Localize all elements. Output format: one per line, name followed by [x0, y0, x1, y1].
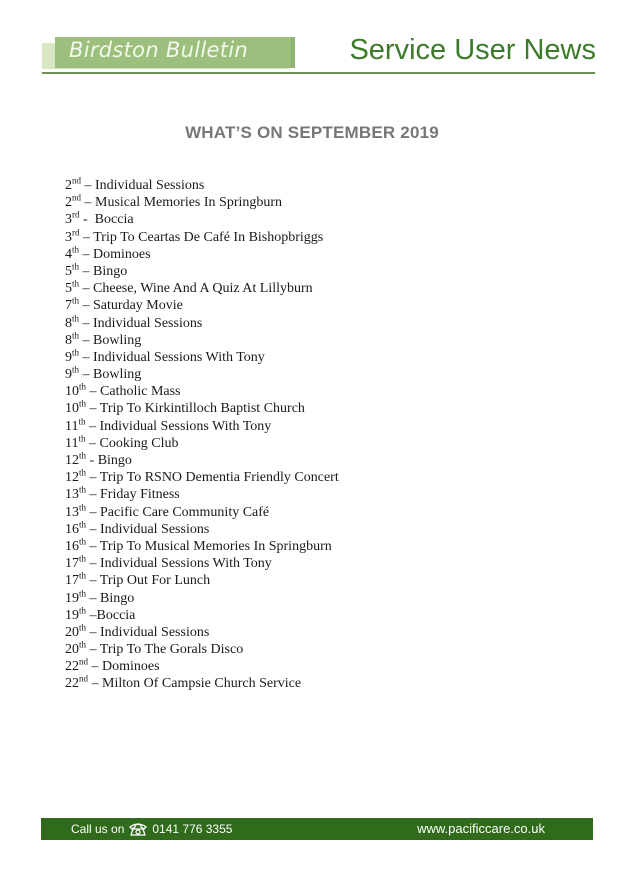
event-separator: – [81, 195, 95, 211]
event-day: 5 [65, 281, 72, 297]
event-day: 16 [65, 538, 79, 554]
events-list [65, 177, 339, 693]
event-text: Trip To RSNO Dementia Friendly Concert [99, 470, 339, 486]
event-item [65, 486, 339, 503]
event-item [65, 226, 339, 246]
event-day: 8 [65, 315, 72, 331]
event-separator: – [79, 349, 94, 365]
event-item [65, 349, 339, 366]
event-item [65, 280, 339, 297]
event-item [65, 501, 339, 521]
event-separator: – [79, 367, 94, 383]
event-day: 22 [65, 659, 79, 675]
event-day: 11 [65, 435, 79, 451]
event-day: 17 [65, 556, 79, 572]
event-day-suffix: th [79, 381, 87, 392]
event-day: 10 [65, 384, 79, 400]
event-day-suffix: th [72, 295, 80, 306]
event-text: Individual Sessions [93, 315, 203, 331]
event-item [65, 435, 339, 452]
event-item [65, 521, 339, 538]
event-separator: – [79, 229, 94, 245]
website-link[interactable]: www.pacificcare.co.uk [417, 821, 545, 836]
event-day-suffix: th [78, 433, 86, 444]
event-text: Individual Sessions With Tony [99, 418, 272, 434]
event-day: 17 [65, 573, 79, 589]
event-day-suffix: th [79, 450, 87, 461]
event-day-suffix: nd [72, 175, 81, 186]
event-day: 8 [65, 332, 72, 348]
event-separator: – [79, 263, 94, 279]
event-day: 9 [65, 349, 72, 365]
event-day-suffix: th [72, 244, 80, 255]
event-day: 19 [65, 590, 79, 606]
event-item [65, 312, 339, 332]
event-text: Bowling [93, 367, 142, 383]
event-separator: – [81, 178, 95, 193]
event-separator: – [86, 521, 101, 537]
event-text: Trip To Musical Memories In Springburn [99, 538, 332, 554]
event-day: 16 [65, 521, 79, 537]
event-day-suffix: th [79, 622, 87, 633]
event-text: Cooking Club [99, 435, 179, 451]
event-item [65, 538, 339, 555]
event-item [65, 607, 339, 624]
event-item [65, 658, 339, 675]
event-text: Individual Sessions With Tony [93, 349, 265, 365]
event-day: 13 [65, 504, 79, 520]
event-day-suffix: nd [79, 656, 88, 667]
event-item [65, 400, 339, 417]
event-text: Individual Sessions With Tony [100, 556, 272, 572]
telephone-icon [128, 822, 148, 836]
event-text: Saturday Movie [93, 298, 183, 314]
call-label: Call us on [71, 822, 125, 836]
event-separator: – [86, 401, 100, 417]
event-day-suffix: th [72, 312, 80, 323]
event-day: 7 [65, 298, 72, 314]
event-text: Bowling [93, 332, 142, 348]
page-heading: WHAT’S ON SEPTEMBER 2019 [185, 123, 439, 142]
event-text: Trip To The Gorals Disco [99, 642, 244, 658]
event-day: 20 [65, 624, 79, 640]
call-info [71, 822, 232, 836]
event-item [65, 177, 339, 194]
event-text: Individual Sessions [100, 521, 210, 537]
event-day: 2 [65, 195, 72, 211]
event-day: 12 [65, 453, 79, 468]
event-separator: – [85, 418, 100, 434]
event-day: 3 [65, 212, 72, 228]
event-item [65, 211, 339, 228]
event-item [65, 383, 339, 400]
header-divider [42, 72, 595, 74]
event-separator: – [86, 538, 100, 554]
event-text: Bingo [100, 590, 135, 606]
event-day: 19 [65, 607, 79, 623]
event-item [65, 572, 339, 589]
event-text: Milton Of Campsie Church Service [102, 676, 302, 692]
event-day-suffix: th [72, 364, 80, 375]
event-item [65, 624, 339, 641]
event-day: 3 [65, 229, 72, 245]
event-text: Dominoes [93, 246, 151, 262]
event-item [65, 415, 339, 435]
phone-number[interactable]: 0141 776 3355 [152, 822, 233, 836]
event-item [65, 366, 339, 383]
event-day: 10 [65, 401, 79, 417]
event-item [65, 297, 339, 314]
event-item [65, 641, 339, 658]
event-day-suffix: th [79, 519, 87, 530]
event-item [65, 246, 339, 263]
event-text: Friday Fitness [100, 487, 180, 503]
event-day: 9 [65, 367, 72, 383]
event-separator: – [79, 315, 94, 331]
event-item [65, 469, 339, 486]
event-text: Cheese, Wine And A Quiz At Lillyburn [93, 281, 313, 297]
event-separator: – [86, 607, 97, 623]
event-day: 5 [65, 263, 72, 279]
event-item [65, 194, 339, 211]
footer-bar [41, 818, 593, 840]
event-day: 13 [65, 487, 79, 503]
event-separator: – [86, 487, 101, 503]
event-item [65, 332, 339, 349]
event-text: Trip To Kirkintilloch Baptist Church [99, 401, 305, 417]
event-separator: – [86, 556, 101, 572]
event-separator: – [86, 470, 100, 486]
event-day-suffix: rd [72, 226, 80, 237]
event-item [65, 555, 339, 572]
event-separator: – [88, 676, 102, 692]
event-separator: – [86, 384, 101, 400]
event-separator: – [79, 298, 94, 314]
event-day-suffix: nd [72, 192, 81, 203]
event-separator: - [79, 212, 95, 228]
event-day: 2 [65, 178, 72, 193]
event-day-suffix: th [79, 501, 87, 512]
event-separator: – [86, 504, 101, 520]
event-text: Dominoes [102, 659, 160, 675]
event-day-suffix: th [72, 278, 80, 289]
event-separator: – [86, 573, 100, 589]
event-day: 12 [65, 470, 79, 486]
event-day-suffix: th [72, 261, 80, 272]
event-separator: – [88, 659, 102, 675]
event-day-suffix: th [79, 398, 87, 409]
event-text: Boccia [94, 212, 134, 228]
event-text: Trip Out For Lunch [99, 573, 211, 589]
event-text: Pacific Care Community Café [100, 504, 270, 520]
event-day-suffix: th [79, 639, 87, 650]
event-day-suffix: rd [72, 209, 80, 220]
event-text: Boccia [96, 607, 136, 623]
event-item [65, 263, 339, 280]
event-day-suffix: nd [79, 673, 88, 684]
event-separator: – [86, 590, 101, 606]
event-day-suffix: th [79, 570, 87, 581]
event-separator: – [86, 624, 101, 640]
event-day: 20 [65, 642, 79, 658]
event-separator: - [86, 453, 98, 468]
event-day-suffix: th [72, 347, 80, 358]
event-text: Musical Memories In Springburn [95, 195, 283, 211]
event-separator: – [79, 332, 94, 348]
event-day-suffix: th [79, 605, 87, 616]
event-day: 4 [65, 246, 72, 262]
event-day-suffix: th [79, 587, 87, 598]
event-day-suffix: th [72, 330, 80, 341]
event-item [65, 452, 339, 469]
event-day-suffix: th [78, 415, 86, 426]
event-separator: – [79, 246, 94, 262]
event-text: Catholic Mass [100, 384, 181, 400]
event-text: Bingo [97, 453, 132, 468]
event-text: Bingo [93, 263, 128, 279]
event-item [65, 587, 339, 607]
event-day-suffix: th [79, 553, 87, 564]
event-day: 22 [65, 676, 79, 692]
event-separator: – [86, 642, 100, 658]
event-day: 11 [65, 418, 79, 434]
event-day-suffix: th [79, 484, 87, 495]
bulletin-title: Birdston Bulletin [69, 38, 248, 62]
event-text: Individual Sessions [100, 624, 210, 640]
event-text: Trip To Ceartas De Café In Bishopbriggs [93, 229, 324, 245]
event-separator: – [85, 435, 100, 451]
section-title: Service User News [349, 34, 596, 66]
event-day-suffix: th [79, 536, 87, 547]
event-text: Individual Sessions [95, 178, 205, 193]
event-separator: – [79, 281, 94, 297]
event-day-suffix: th [79, 467, 87, 478]
event-item [65, 675, 339, 692]
